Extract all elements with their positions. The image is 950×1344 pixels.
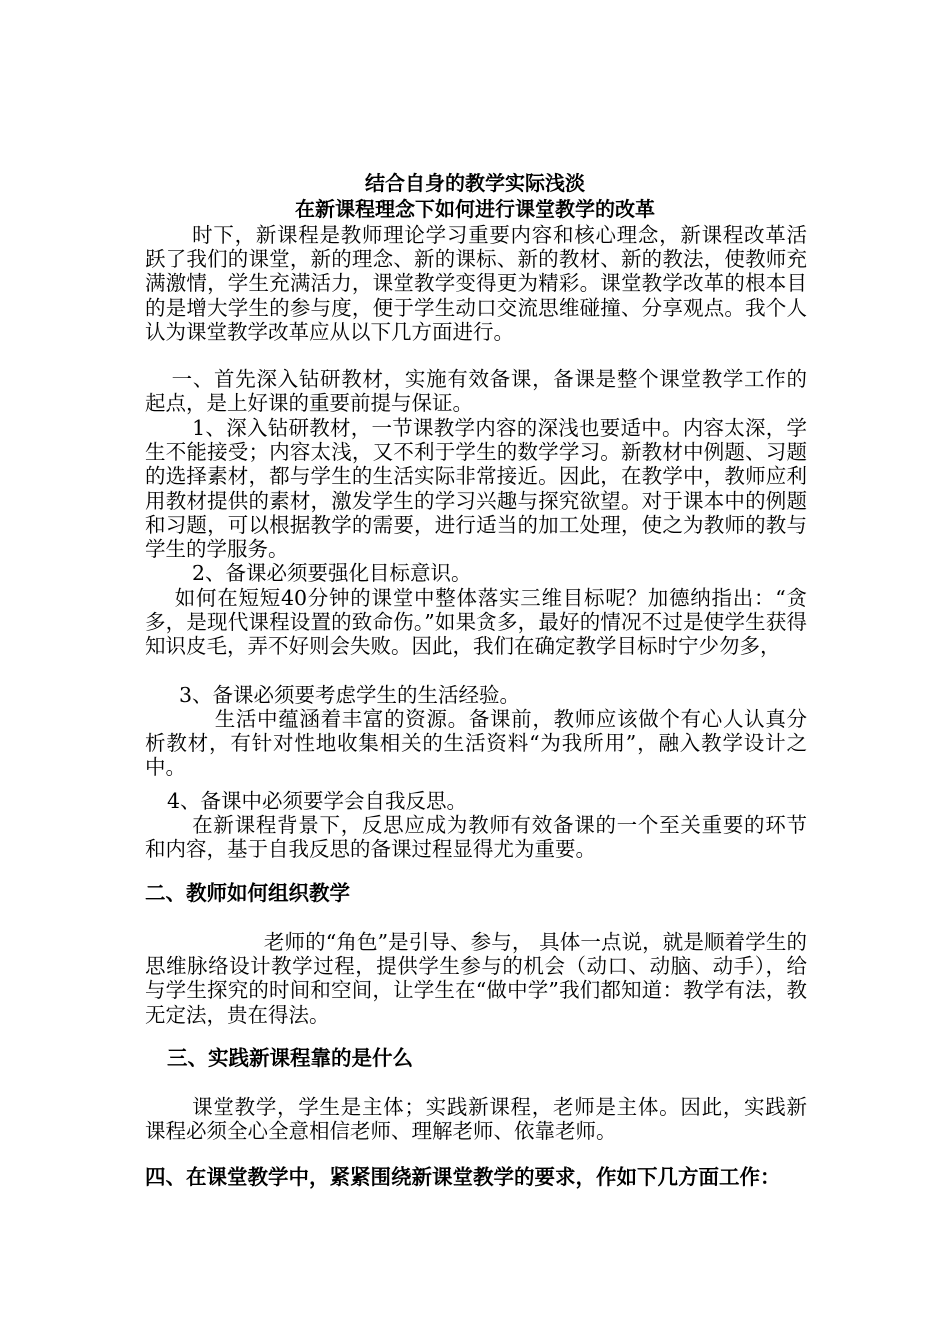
intro-paragraph: 时下，新课程是教师理论学习重要内容和核心理念，新课程改革活跃了我们的课堂，新的理念、新的课标、新的教材、新的教法，使教师充满激情，学生充满活力，课堂教学变得更为精彩。课堂教学改革的根本目的是增大学生的参与度，便于学生动口交流思维碰撞、分享观点。我个人认为课堂教学改革应从以下几方面进行。 xyxy=(145,223,807,344)
section2-heading: 二、教师如何组织教学 xyxy=(145,881,350,905)
section1-item2-body: 如何在短短40分钟的课堂中整体落实三维目标呢？加德纳指出：“贪多，是现代课程设置的致命伤。”如果贪多，最好的情况不过是使学生获得知识皮毛，弄不好则会失败。因此，我们在确定教学目标时宁少勿多， xyxy=(145,586,807,659)
section1-item3: 3、备课必须要考虑学生的生活经验。 xyxy=(179,683,521,707)
section1-item1: 1、深入钻研教材，一节课教学内容的深浅也要适中。内容太深，学生不能接受；内容太浅，又不利于学生的数学学习。新教材中例题、习题的选择素材，都与学生的生活实际非常接近。因此，在教学中，教师应利用教材提供的素材，激发学生的学习兴趣与探究欲望。对于课本中的例题和习题，可以根据教学的需要，进行适当的加工处理，使之为教师的教与学生的学服务。 xyxy=(145,416,807,562)
section4-heading: 四、在课堂教学中，紧紧围绕新课堂教学的要求，作如下几方面工作： xyxy=(145,1165,781,1189)
section1-item4-body: 在新课程背景下，反思应成为教师有效备课的一个至关重要的环节和内容，基于自我反思的备课过程显得尤为重要。 xyxy=(145,813,807,862)
document-subtitle: 在新课程理念下如何进行课堂教学的改革 xyxy=(295,197,655,221)
section1-heading: 一、首先深入钻研教材，实施有效备课，备课是整个课堂教学工作的起点，是上好课的重要前提与保证。 xyxy=(145,367,807,416)
section3-heading: 三、实践新课程靠的是什么 xyxy=(167,1046,413,1070)
document-title: 结合自身的教学实际浅淡 xyxy=(365,171,585,195)
section1-item4: 4、备课中必须要学会自我反思。 xyxy=(167,789,468,813)
section1-item2: 2、备课必须要强化目标意识。 xyxy=(192,561,472,585)
section3-body: 课堂教学，学生是主体；实践新课程，老师是主体。因此，实践新课程必须全心全意相信老师、理解老师、依靠老师。 xyxy=(145,1095,807,1144)
section2-body: 老师的“角色”是引导、参与， 具体一点说，就是顺着学生的思维脉络设计教学过程，提供学生参与的机会（动口、动脑、动手），给与学生探究的时间和空间，让学生在“做中学”我们都知道：教学有法，教无定法，贵在得法。 xyxy=(145,930,807,1027)
section1-item3-body: 生活中蕴涵着丰富的资源。备课前，教师应该做个有心人认真分析教材，有针对性地收集相关的生活资料“为我所用”，融入教学设计之中。 xyxy=(145,707,807,780)
